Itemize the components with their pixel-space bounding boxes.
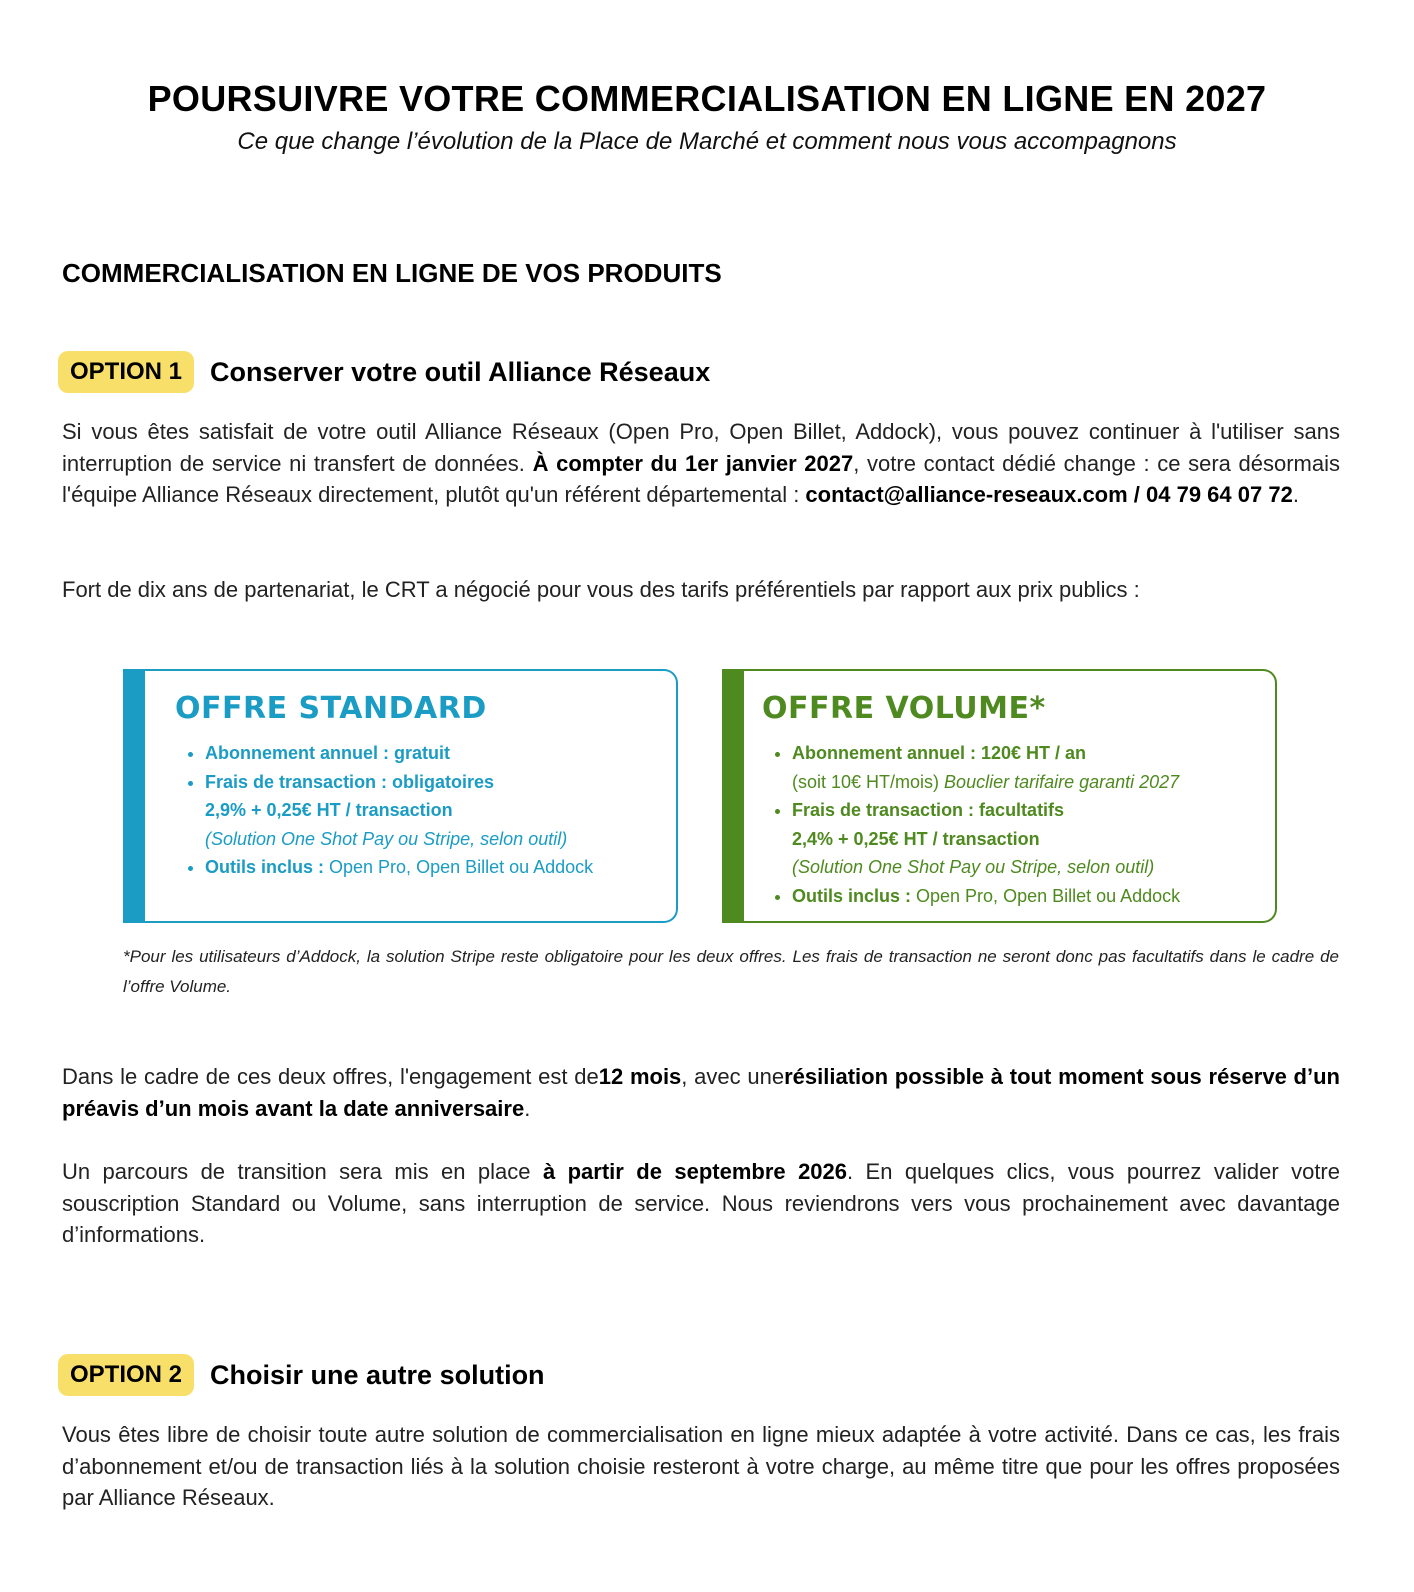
termination-terms: résiliation possible à tout moment sous réserve d’un préavis d’un mois avant la date anniversaire — [62, 1064, 1340, 1121]
text-run: , votre contact dédié change : ce sera désormais l'équipe Alliance Réseaux directement, plutôt qu'un référent départemental : — [62, 450, 1341, 507]
option-2-heading — [58, 1354, 545, 1396]
list-item — [205, 768, 593, 854]
option-1-badge: OPTION 1 — [58, 351, 194, 393]
option-2-title: Choisir une autre solution — [210, 1359, 545, 1390]
list-item — [792, 739, 1180, 796]
list-item — [792, 882, 1180, 911]
pricing-intro: Fort de dix ans de partenariat, le CRT a négocié pour vous des tarifs préférentiels par rapport aux prix publics : — [62, 577, 1140, 602]
monthly-price-note: (soit 10€ HT/mois) — [792, 771, 945, 792]
page-subtitle: Ce que change l’évolution de la Place de Marché et comment nous vous accompagnons — [237, 128, 1177, 155]
page-title: POURSUIVRE VOTRE COMMERCIALISATION EN LIGNE EN 2027 — [147, 78, 1267, 119]
transaction-fee-note: (Solution One Shot Pay ou Stripe, selon outil) — [205, 828, 568, 849]
offer-standard-list — [183, 739, 593, 882]
tools-label: Outils inclus : — [792, 885, 917, 906]
tools-label: Outils inclus : — [205, 857, 330, 877]
transaction-fee-price: 2,4% + 0,25€ HT / transaction — [792, 828, 1040, 849]
option-1-heading — [58, 351, 710, 393]
list-item — [792, 796, 1180, 882]
text-run: Si vous êtes satisfait de votre outil Alliance Réseaux (Open Pro, Open Billet, Addock), vous pouvez continuer à l'utiliser sans interruption de service ni transfert de données. — [62, 419, 1340, 476]
offers-footnote: *Pour les utilisateurs d’Addock, la solution Stripe reste obligatoire pour les deux offres. Les frais de transaction ne seront donc pas facultatifs dans le cadre de l’offre Volume. — [123, 947, 1339, 996]
offer-standard-title: OFFRE STANDARD — [175, 691, 487, 726]
option-2-paragraph: Vous êtes libre de choisir toute autre solution de commercialisation en ligne mieux adaptée à votre activité. Dans ce cas, les frais d’abonnement et/ou de transaction liés à la solution choisie resteront à votre charge, au même titre que pour les offres proposées par Alliance Réseaux. — [62, 1422, 1340, 1510]
price-guarantee-note: Bouclier tarifaire garanti 2027 — [944, 771, 1180, 792]
engagement-duration: 12 mois — [598, 1064, 682, 1089]
option-2-badge: OPTION 2 — [58, 1354, 194, 1396]
transaction-fee-label: Frais de transaction : facultatifs — [792, 800, 1065, 820]
tools-value: Open Pro, Open Billet ou Addock — [916, 885, 1181, 906]
transaction-fee-price: 2,9% + 0,25€ HT / transaction — [205, 800, 453, 820]
contact-info: contact@alliance-reseaux.com / 04 79 64 07 72 — [805, 482, 1293, 507]
offer-volume-list — [770, 739, 1180, 910]
transition-paragraph — [62, 1156, 1340, 1251]
text-run: Un parcours de transition sera mis en place — [62, 1159, 543, 1184]
tools-value: Open Pro, Open Billet ou Addock — [329, 857, 594, 877]
option-1-title: Conserver votre outil Alliance Réseaux — [210, 356, 711, 387]
offer-standard-card — [123, 669, 678, 923]
start-date: À compter du 1er janvier 2027 — [532, 450, 854, 476]
offer-volume-card — [722, 669, 1277, 923]
subscription-fee: Abonnement annuel : gratuit — [205, 743, 450, 763]
list-item — [205, 739, 593, 768]
text-run: . — [1292, 482, 1299, 507]
engagement-paragraph — [62, 1061, 1340, 1124]
text-run: , avec une — [681, 1064, 785, 1089]
offer-volume-title: OFFRE VOLUME* — [762, 691, 1046, 726]
transaction-fee-label: Frais de transaction : obligatoires — [205, 771, 495, 792]
text-run: . En quelques clics, vous pourrez valider votre souscription Standard ou Volume, sans interruption de service. Nous reviendrons vers vous prochainement avec davantage d’informations. — [62, 1159, 1340, 1247]
transition-date: à partir de septembre 2026 — [542, 1159, 848, 1184]
subscription-fee: Abonnement annuel : 120€ HT / an — [792, 743, 1087, 763]
transaction-fee-note: (Solution One Shot Pay ou Stripe, selon outil) — [792, 857, 1155, 877]
text-run: Dans le cadre de ces deux offres, l'engagement est de — [62, 1064, 599, 1089]
list-item — [205, 853, 593, 882]
section-title: COMMERCIALISATION EN LIGNE DE VOS PRODUITS — [62, 258, 722, 288]
text-run: . — [524, 1095, 531, 1121]
option-1-paragraph — [62, 416, 1340, 511]
